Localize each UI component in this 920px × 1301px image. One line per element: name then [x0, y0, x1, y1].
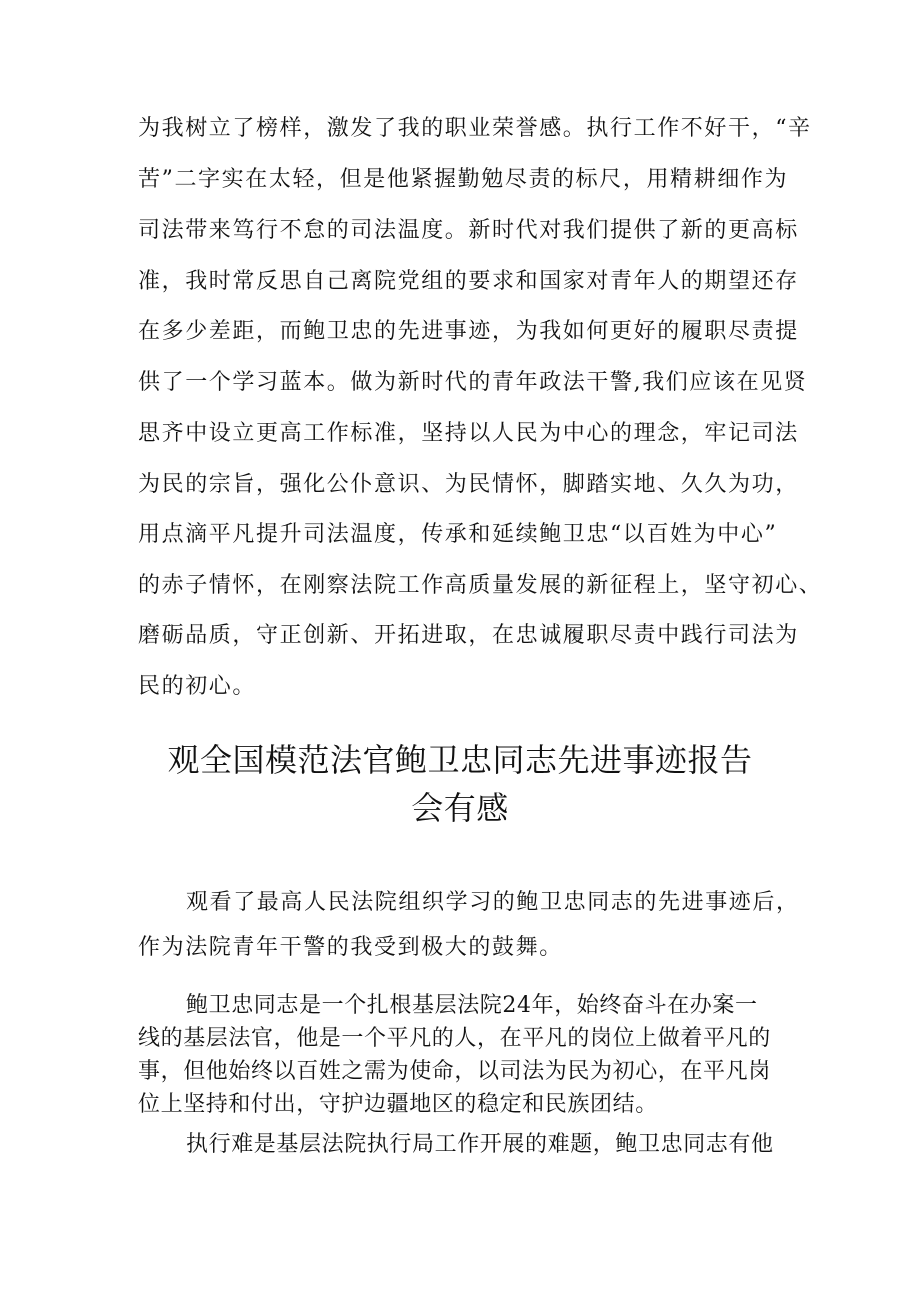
paragraph-line: 鲍卫忠同志是一个扎根基层法院24年，始终奋斗在办案一 — [186, 993, 758, 1018]
paragraph-line: 的赤子情怀，在刚察法院工作高质量发展的新征程上，坚守初心、 — [138, 573, 823, 598]
article-title: 观全国模范法官鲍卫忠同志先进事迹报告 — [167, 741, 753, 779]
paragraph-line: 司法带来笃行不怠的司法温度。新时代对我们提供了新的更高标 — [138, 218, 799, 243]
paragraph-line: 作为法院青年干警的我受到极大的鼓舞。 — [138, 935, 563, 960]
paragraph-line: 线的基层法官，他是一个平凡的人，在平凡的岗位上做着平凡的 — [138, 1026, 771, 1051]
paragraph-line: 事，但他始终以百姓之需为使命，以司法为民为初心，在平凡岗 — [138, 1059, 771, 1084]
paragraph-line: 观看了最高人民法院组织学习的鲍卫忠同志的先进事迹后， — [186, 890, 800, 915]
article-title-continued: 会有感 — [411, 789, 509, 827]
paragraph-line: 磨砺品质，守正创新、开拓进取，在忠诚履职尽责中践行司法为 — [138, 623, 799, 648]
paragraph-line: 苦”二字实在太轻，但是他紧握勤勉尽责的标尺，用精耕细作为 — [138, 167, 789, 192]
paragraph-line: 供了一个学习蓝本。做为新时代的青年政法干警,我们应该在见贤 — [138, 370, 808, 395]
paragraph-line: 在多少差距，而鲍卫忠的先进事迹，为我如何更好的履职尽责提 — [138, 319, 799, 344]
paragraph-line: 执行难是基层法院执行局工作开展的难题，鲍卫忠同志有他 — [186, 1132, 774, 1157]
paragraph-line: 民的初心。 — [138, 674, 257, 699]
paragraph-line: 为我树立了榜样，激发了我的职业荣誉感。执行工作不好干，“辛 — [138, 116, 812, 141]
paragraph-line: 用点滴平凡提升司法温度，传承和延续鲍卫忠“以百姓为中心” — [138, 522, 778, 547]
paragraph-line: 思齐中设立更高工作标准，坚持以人民为中心的理念，牢记司法 — [138, 421, 799, 446]
paragraph-line: 位上坚持和付出，守护边疆地区的稳定和民族团结。 — [138, 1092, 658, 1117]
paragraph-line: 准，我时常反思自己离院党组的要求和国家对青年人的期望还存 — [138, 269, 799, 294]
paragraph-line: 为民的宗旨，强化公仆意识、为民情怀，脚踏实地、久久为功， — [138, 472, 799, 497]
